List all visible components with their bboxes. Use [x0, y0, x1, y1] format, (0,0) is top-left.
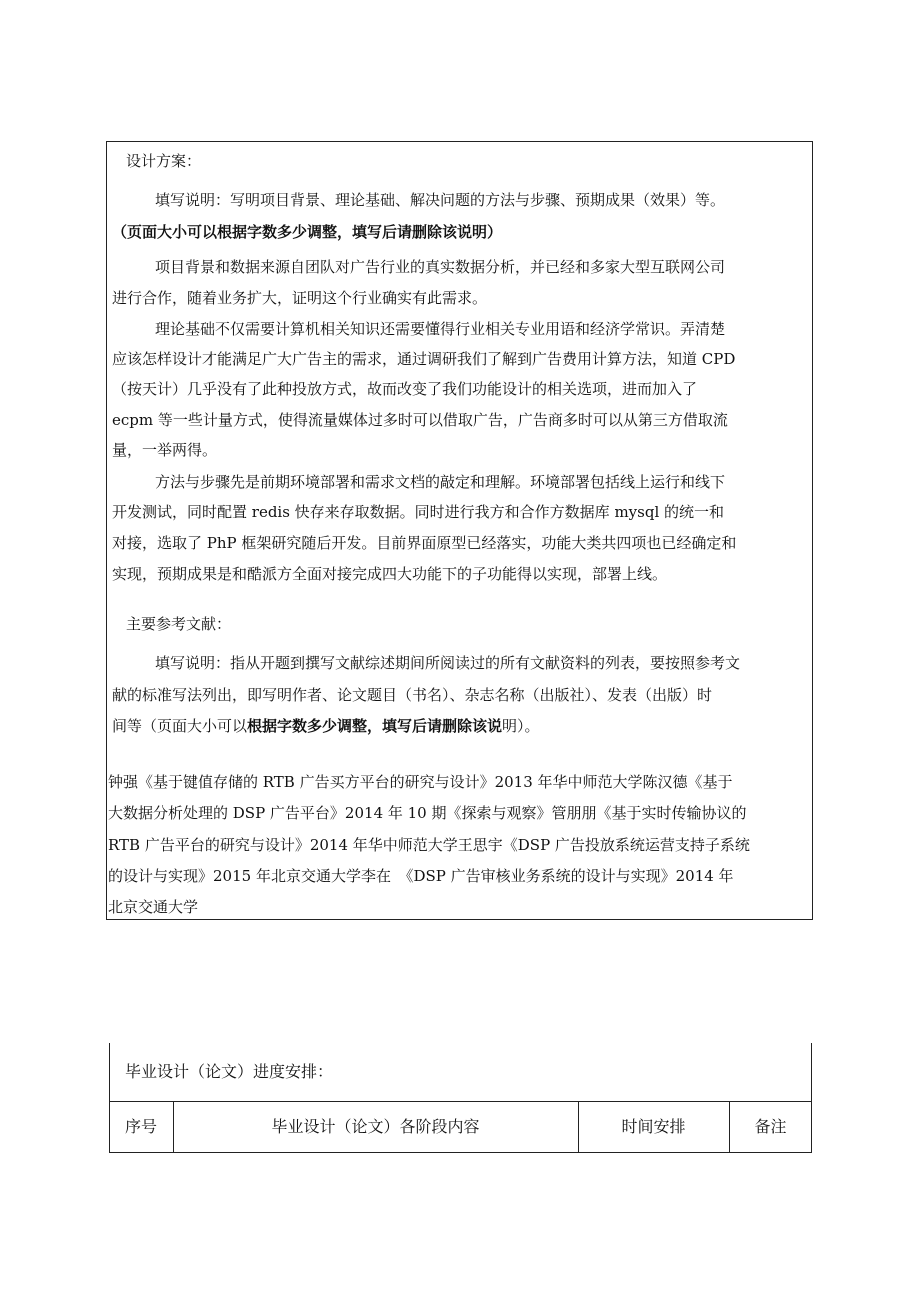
references-instruction-line	[112, 715, 540, 736]
schedule-title: 毕业设计（论文）进度安排：	[125, 1062, 334, 1081]
design-paragraph-line: ecpm 等一些计量方式，使得流量媒体过多时可以借取广告，广告商多时可以从第三方借取流	[112, 411, 728, 429]
design-paragraph-line: 实现，预期成果是和酷派方全面对接完成四大功能下的子功能得以实现，部署上线。	[112, 565, 668, 583]
reference-line: 大数据分析处理的 DSP 广告平台》2014 年 10 期《探索与观察》管朋朋《基于实时传输协议的	[108, 804, 747, 822]
schedule-table	[109, 1043, 812, 1153]
design-paragraph-line: 理论基础不仅需要计算机相关知识还需要懂得行业相关专业用语和经济学常识。弄清楚	[155, 320, 726, 338]
reference-line: 北京交通大学	[108, 898, 199, 916]
table-border-bottom	[109, 1152, 812, 1153]
design-paragraph-line: 方法与步骤先是前期环境部署和需求文档的敲定和理解。环境部署包括线上运行和线下	[155, 473, 726, 491]
references-instruction-part: 间等（页面大小可以	[112, 717, 248, 735]
design-paragraph-line: 对接，选取了 PhP 框架研究随后开发。目前界面原型已经落实，功能大类共四项也已经确定和	[112, 534, 737, 552]
design-paragraph-line: 量，一举两得。	[112, 441, 218, 459]
reference-line: 的设计与实现》2015 年北京交通大学李在 《DSP 广告审核业务系统的设计与实现》2014 年	[108, 867, 734, 885]
design-instruction-note: （页面大小可以根据字数多少调整，填写后请删除该说明）	[112, 223, 503, 241]
references-instruction-line: 填写说明：指从开题到撰写文献综述期间所阅读过的所有文献资料的列表，要按照参考文	[155, 654, 741, 672]
design-paragraph-line: 应该怎样设计才能满足广大广告主的需求，通过调研我们了解到广告费用计算方法，知道 CPD	[112, 350, 736, 368]
references-heading: 主要参考文献：	[126, 615, 232, 633]
references-instruction-part: 明）。	[502, 717, 540, 735]
references-instruction-bold: 根据字数多少调整，填写后请删除该说	[247, 717, 503, 735]
header-notes: 备注	[754, 1117, 787, 1136]
reference-line: 钟强《基于键值存储的 RTB 广告买方平台的研究与设计》2013 年华中师范大学陈汉德《基于	[108, 773, 733, 791]
design-paragraph-line: （按天计）几乎没有了此种投放方式，故而改变了我们功能设计的相关选项，进而加入了	[112, 380, 698, 398]
header-index: 序号	[124, 1117, 157, 1136]
design-paragraph-line: 进行合作，随着业务扩大，证明这个行业确实有此需求。	[112, 289, 488, 307]
references-instruction-line: 献的标准写法列出，即写明作者、论文题目（书名）、杂志名称（出版社）、发表（出版）时	[112, 686, 713, 704]
design-paragraph-line: 开发测试，同时配置 redis 快存来存取数据。同时进行我方和合作方数据库 mysql 的统一和	[112, 503, 725, 521]
design-paragraph-line: 项目背景和数据来源自团队对广告行业的真实数据分析，并已经和多家大型互联网公司	[155, 258, 726, 276]
design-instruction: 填写说明：写明项目背景、理论基础、解决问题的方法与步骤、预期成果（效果）等。	[155, 191, 726, 209]
reference-line: RTB 广告平台的研究与设计》2014 年华中师范大学王思宇《DSP 广告投放系统运营支持子系统	[108, 836, 750, 854]
design-heading: 设计方案：	[126, 152, 202, 170]
header-time: 时间安排	[621, 1117, 686, 1136]
header-content: 毕业设计（论文）各阶段内容	[271, 1117, 480, 1136]
